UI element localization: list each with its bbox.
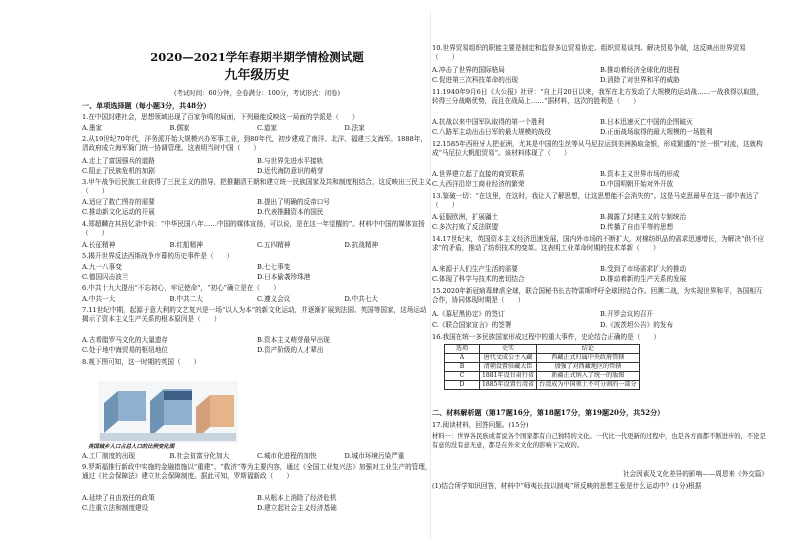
- q2-option-a[interactable]: A.走上了富国强兵的道路: [82, 157, 155, 165]
- q8-option-d[interactable]: D.城市环境污染严重: [344, 452, 405, 460]
- q10-option-a[interactable]: A.冲击了世界的国际格局: [432, 66, 505, 74]
- q12-option-b[interactable]: B.资本主义世界市场的形成: [600, 170, 680, 178]
- question-17: 17.阅读材料，回答问题。(15分): [432, 421, 529, 429]
- table-row[interactable]: [445, 363, 640, 372]
- question-1: 1.在中国封建社会，思想领域出现了百家争鸣的局面，下列最能反映这一局面的学派是（ ）: [82, 113, 359, 121]
- table-cell: 加强了对西藏地区的管辖: [537, 363, 640, 372]
- question-10: 10.世界贸易组织的职能主要是制定和监督多边贸易协定、组织贸易谈判、解决贸易争端，这反映出世界贸易（ ）: [432, 44, 746, 61]
- question-14: 14.17世纪末，英国资本主义经济迅速发展，国内外市场的不断扩大，对棉纺织品的需求迅速增长，为解决“供不应求”的矛盾，推动了纺织技术的变革。这表明工业革命时期的技术革新（ ）: [432, 235, 765, 252]
- q11-option-a[interactable]: A.抗战以来中国军队取得的第一个胜利: [432, 118, 545, 126]
- q15-option-b[interactable]: B.开罗会议的召开: [600, 310, 654, 318]
- exam-subject: 九年级历史: [224, 68, 290, 83]
- question-17-part-1: (1)结合所学知识回答，材料中“师夷长技以制夷”所反映的思想主张是什么运动中？(1分)根据: [432, 482, 702, 490]
- q6-option-b[interactable]: B.中共二大: [169, 295, 203, 303]
- q11-option-c[interactable]: C.八路军主动出击日军的最大规模的战役: [432, 128, 551, 136]
- q15-options-row1: [432, 310, 768, 319]
- q3-option-d[interactable]: D.代表推翻资本的国民: [257, 208, 324, 216]
- table-cell: 1885年设置台湾省: [480, 381, 537, 390]
- q9-option-a[interactable]: A.延续了自由放任的政策: [82, 494, 155, 502]
- q2-option-b[interactable]: B.与世界先进水平接轨: [257, 157, 324, 165]
- table-header-conclusion: 结论: [537, 345, 640, 354]
- question-2: 2.从19世纪70年代，洋务派开始大规模兴办军事工业，到80年代，初步建成了南洋、北洋、福建三支海军。1888年，清政府成立海军衙门统一协调管理。这表明当时中国（ ）: [82, 135, 427, 152]
- q2-option-d[interactable]: D.近代海防意识的萌芽: [257, 167, 324, 175]
- table-row[interactable]: [445, 354, 640, 363]
- table-cell: C: [445, 372, 480, 381]
- q13-option-d[interactable]: D.传播了自由平等的思想: [600, 223, 674, 231]
- table-cell: 西藏正式归属中央政府管辖: [537, 354, 640, 363]
- q1-option-b[interactable]: B.儒家: [169, 124, 190, 132]
- question-3: 3.甲午战争后民族工业获得了三民主义的指导，把推翻清王朝和建立统一民族国家及共和制度相结合，这反映出三民主义（ ）: [82, 178, 432, 195]
- q12-options-row2: [432, 180, 768, 189]
- q4-option-b[interactable]: B.红船精神: [169, 241, 203, 249]
- right-column: [432, 0, 768, 550]
- material-1: 材料一：世界各民族或者说各个国家都有自己独特的文化。一代比一代更新的过程中，也是各方面都不断进步的，不论是有意的没有意无意，都是在外来文化的影响下完成的。: [432, 433, 766, 449]
- q1-option-c[interactable]: C.道家: [257, 124, 278, 132]
- q7-option-a[interactable]: A.古希腊罗马文化的大量遗存: [82, 336, 168, 344]
- table-cell: 台湾成为中国领土不可分割的一部分: [537, 381, 640, 390]
- exam-info: (考试时间：60分钟，全卷满分：100分，考试形式：闭卷): [174, 89, 340, 97]
- table-header-option: 选项: [445, 345, 480, 354]
- question-8: 8.观下图可知，这一时期的英国（ ）: [82, 358, 201, 366]
- q15-options-row2: [432, 321, 768, 330]
- section-2-heading: 二、材料解析题（第17题16分，第18题17分，第19题20分，共52分）: [432, 408, 665, 417]
- q4-option-a[interactable]: A.长征精神: [82, 241, 116, 249]
- question-12: 12.1585年西班牙人把亚洲，尤其是中国的生丝等从马尼拉运到美洲换取金银，形成繁盛的“丝一银”对流，这就构成“马尼拉大帆船贸易”。该材料体现了（ ）: [432, 140, 763, 157]
- exam-title: 2020—2021学年春期半期学情检测试题: [150, 50, 364, 64]
- q13-option-c[interactable]: C.多次打败了反法联盟: [432, 223, 499, 231]
- q13-option-b[interactable]: B.揭露了封建主义的专制统治: [600, 213, 687, 221]
- q11-option-d[interactable]: D.正面战场取得的最大规模的一场胜利: [600, 128, 713, 136]
- q2-option-c[interactable]: C.阻止了民族危机的加剧: [82, 167, 155, 175]
- q6-option-a[interactable]: A.中共一大: [82, 295, 116, 303]
- q3-option-b[interactable]: B.提出了明确的反帝口号: [257, 198, 330, 206]
- q9-option-c[interactable]: C.注重立法和制度建设: [82, 504, 149, 512]
- chart-caption: 英国城乡人口占总人口的比例变化图: [88, 444, 175, 450]
- question-5: 5.揭开世界反法西斯战争序幕的历史事件是（ ）: [82, 252, 234, 260]
- q15-option-a[interactable]: A.《慕尼黑协定》的签订: [432, 310, 505, 318]
- q5-option-a[interactable]: A.九一八事变: [82, 263, 122, 271]
- q1-option-d[interactable]: D.法家: [344, 124, 365, 132]
- table-header-row: [445, 345, 640, 354]
- table-cell: 新疆正式纳入了统一的版图: [537, 372, 640, 381]
- question-11: 11.1940年9月6日《大公报》社评：“自上月20日以来，我军在北方发动了大规模的运动战……一战我得以取胜，转得三分战略优势，而且在战局上……”据材料，这次的胜利是（ ）: [432, 88, 763, 105]
- q15-option-d[interactable]: D.《波茨坦公告》的发布: [600, 321, 674, 329]
- q10-option-d[interactable]: D.消除了对世界和平的威胁: [600, 76, 680, 84]
- q3-option-c[interactable]: C.推动新文化运动的开展: [82, 208, 155, 216]
- table-cell: B: [445, 363, 480, 372]
- q14-options-row2: [432, 275, 768, 284]
- material-source: 社会因素及文化差异的影响——周恩来《外交篇》: [622, 470, 768, 478]
- q5-option-d[interactable]: D.日本偷袭珍珠港: [257, 273, 311, 281]
- question-6: 6.中共十九大提出“不忘初心，牢记使命”，“初心”确立是在（ ）: [82, 284, 280, 292]
- q14-option-b[interactable]: B.受到了市场需求扩大的推动: [600, 265, 687, 273]
- q12-option-a[interactable]: A.世界建立起了直接的商贸联系: [432, 170, 525, 178]
- q7-option-c[interactable]: C.处于地中海贸易的枢纽地位: [82, 346, 169, 354]
- q7-option-b[interactable]: B.资本主义萌芽最早出现: [257, 336, 330, 344]
- q4-option-d[interactable]: D.抗战精神: [344, 241, 379, 249]
- q11-options-row2: [432, 128, 768, 137]
- question-4: 4.郑超麟在其回忆录中说：“中华民国八年……中国的媒体宣扬，可以说，是在这一年觉醒的”。材料中中国的媒体宣扬（ ）: [82, 220, 425, 237]
- q10-options-row1: [432, 66, 768, 75]
- table-cell: 唐代文成公主入藏: [480, 354, 537, 363]
- q12-option-d[interactable]: D.中国明朝开始对外开放: [600, 180, 674, 188]
- table-row[interactable]: [445, 372, 640, 381]
- table-cell: 1881年设甘肃行省: [480, 372, 537, 381]
- q14-option-c[interactable]: C.体现了科学与技术的密切结合: [432, 275, 525, 283]
- q13-option-a[interactable]: A.征服欧洲，扩展疆土: [432, 213, 499, 221]
- question-9: 9.罗斯福推行新政中实施的金融措施以“重建”、“救济”等为主要内容，通过《全国工业复兴法》加强对工业生产的管理，通过《社会保障法》建立社会保障制度。据此可知，罗斯福新政（ ）: [82, 463, 432, 480]
- q5-option-c[interactable]: C.德国闪击波兰: [82, 273, 129, 281]
- q8-option-b[interactable]: B.社会贫富分化加大: [169, 452, 230, 460]
- question-7: 7.11世纪中期，起源于意大利的文艺复兴是一场“以人为本”的新文化运动，并逐渐扩展到法国、英国等国家，这场运动揭示了资本主义生产关系的根本原因是（ ）: [82, 306, 427, 323]
- q15-option-c[interactable]: C.《联合国家宣言》的签署: [432, 321, 512, 329]
- question-13: 13.鉴破一切：“在这里，在这时，我让人了解思想，让这思想能不会消失的”。这是马克思最早在这一部中表达了（ ）: [432, 192, 760, 209]
- q3-option-a[interactable]: A.适应了救亡图存的需要: [82, 198, 155, 206]
- q4-option-c[interactable]: C.五四精神: [257, 241, 291, 249]
- question-16: 16.我国在统一多民族国家形成过程中的重大事件，史论结合正确的是（ ）: [432, 333, 661, 341]
- q12-option-c[interactable]: C.大西洋沿岸工商业经济的繁荣: [432, 180, 525, 188]
- table-row[interactable]: [445, 381, 640, 390]
- q13-options-row1: [432, 213, 768, 222]
- q8-option-c[interactable]: C.城市化进程的加快: [257, 452, 317, 460]
- left-column-lower: [82, 0, 432, 550]
- q11-option-b[interactable]: B.日本迅速灭亡中国的企图破灭: [600, 118, 693, 126]
- q10-options-row2: [432, 76, 768, 85]
- q13-options-row2: [432, 223, 768, 232]
- q9-options-row1: [82, 494, 432, 503]
- q6-option-d[interactable]: D.中共七大: [344, 295, 379, 303]
- question-15: 15.2020年新冠病毒肆虐全球，联合国秘书长古特雷斯呼吁全球团结合作。回溯二战，为实现世界和平，各国相互合作，协同体现时期是（ ）: [432, 287, 763, 304]
- q8-options: [82, 452, 432, 461]
- table-cell: D: [445, 381, 480, 390]
- q7-option-d[interactable]: D.资产阶级的人才辈出: [257, 346, 324, 354]
- section-1-heading: 一、单项选择题（每小题3分，共48分）: [82, 101, 211, 110]
- q14-option-d[interactable]: D.推动着新的生产关系的发展: [600, 275, 687, 283]
- q9-option-d[interactable]: D.建立起社会主义经济基础: [257, 504, 337, 512]
- q10-option-b[interactable]: B.推动着经济全球化的进程: [600, 66, 680, 74]
- q14-option-a[interactable]: A.来源于人们生产生活的需要: [432, 265, 518, 273]
- q9-option-b[interactable]: B.从根本上消除了经济危机: [257, 494, 337, 502]
- q12-options-row1: [432, 170, 768, 179]
- q10-option-c[interactable]: C.促进第三次科技革命的出现: [432, 76, 519, 84]
- table-cell: 清朝设置驻藏大臣: [480, 363, 537, 372]
- q11-options-row1: [432, 118, 768, 127]
- table-header-fact: 史实: [480, 345, 537, 354]
- q8-option-a[interactable]: A.工厂制度的出现: [82, 452, 136, 460]
- q1-option-a[interactable]: A.墨家: [82, 124, 103, 132]
- question-16-table: [444, 344, 640, 390]
- q14-options-row1: [432, 265, 768, 274]
- q5-option-b[interactable]: B.七七事变: [257, 263, 291, 271]
- q6-option-c[interactable]: C.遵义会议: [257, 295, 291, 303]
- q9-options-row2: [82, 504, 432, 513]
- table-cell: A: [445, 354, 480, 363]
